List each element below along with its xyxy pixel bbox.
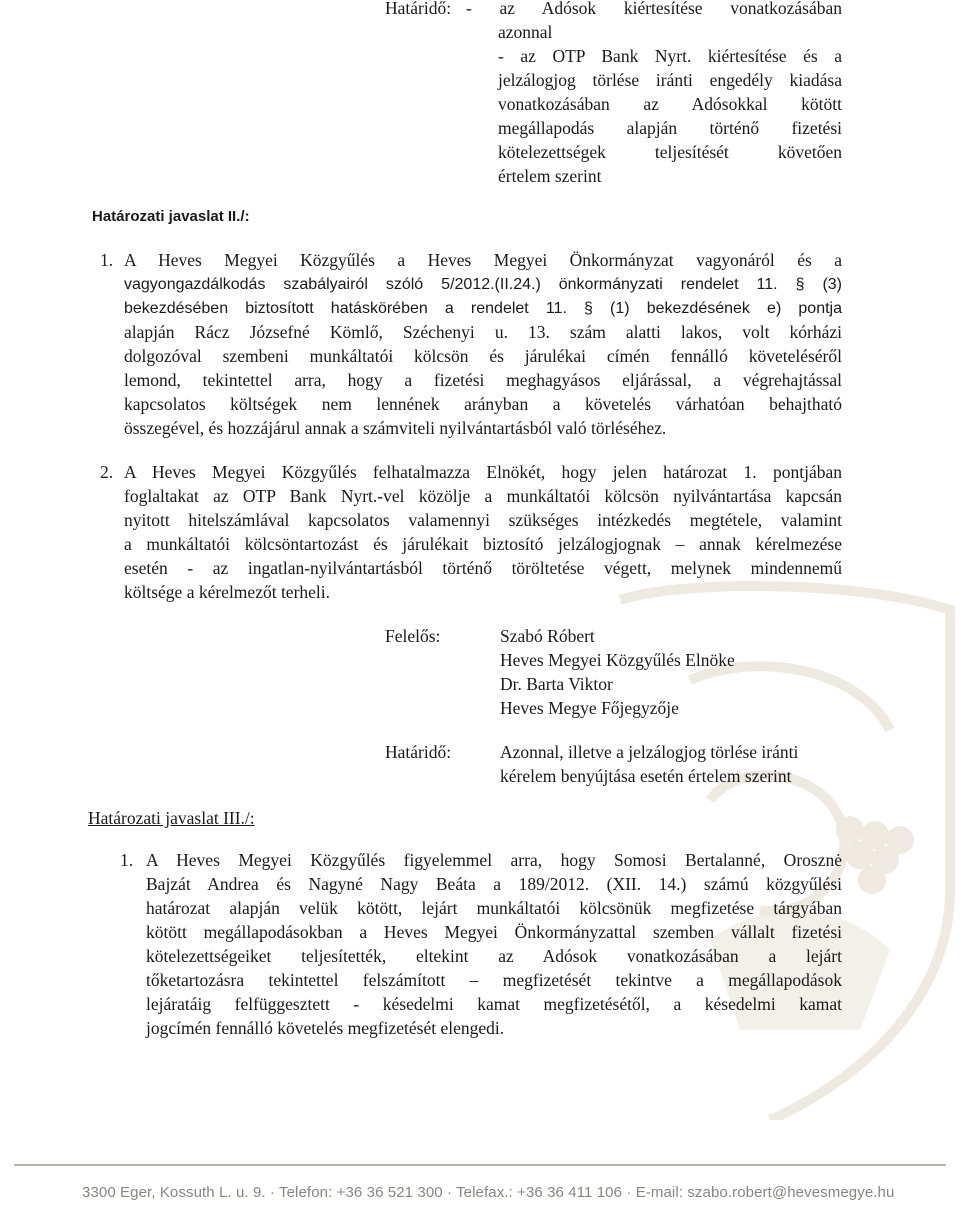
deadline-line: azonnal [498,22,553,42]
paragraph-line: alapján Rácz Józsefné Kömlő, Széchenyi u. 13. szám alatti lakos, volt kórházi [124,322,842,342]
deadline-label-top: Határidő: [385,0,452,18]
deadline-line: megállapodás alapján történő fizetési [498,118,842,138]
paragraph-line: kapcsolatos költségek nem lennének arányban a követelés várhatóan behajtható [124,394,842,414]
item-number: 1. [100,250,114,270]
paragraph-line: kötött megállapodásokban a Heves Megyei Önkormányzattal szemben vállalt fizetési [146,922,842,942]
responsible-title: Heves Megye Főjegyzője [500,698,679,718]
paragraph-line: kötelezettségeiket teljesítették, eltekint az Adósok vonatkozásában a lejárt [146,946,842,966]
proposal-2-heading: Határozati javaslat II./: [92,208,250,225]
paragraph-line: tőketartozásra tekintettel felszámított – megfizetését tekintve a megállapodások [146,970,842,990]
deadline-label: Határidő: [385,742,452,762]
deadline-line: vonatkozásában az Adósokkal kötött [498,94,842,114]
paragraph-line: jogcímén fennálló követelés megfizetését elengedi. [146,1018,505,1038]
item-number: 1. [120,850,134,870]
footer-divider [14,1164,946,1166]
deadline-line: jelzálogjog törlése iránti engedély kiadása [498,70,842,90]
paragraph-line: Bajzát Andrea és Nagyné Nagy Beáta a 189/2012. (XII. 14.) számú közgyűlési [146,874,842,894]
responsible-label: Felelős: [385,626,441,646]
paragraph-line: költsége a kérelmezőt terheli. [124,582,331,602]
paragraph-line: lemond, tekintettel arra, hogy a fizetési meghagyásos eljárással, a végrehajtással [124,370,842,390]
paragraph-line: A Heves Megyei Közgyűlés felhatalmazza Elnökét, hogy jelen határozat 1. pontjában [124,462,842,482]
footer-contact: 3300 Eger, Kossuth L. u. 9. · Telefon: +36 36 521 300 · Telefax.: +36 36 411 106 · E-mail: szabo.robert@hevesmegye.hu [82,1184,895,1201]
item-number: 2. [100,462,114,482]
paragraph-line: a munkáltatói kölcsöntartozást és járulékait biztosító jelzálogjognak – annak kérelmezése [124,534,842,554]
deadline-line: - az Adósok kiértesítése vonatkozásában [466,0,842,18]
paragraph-line: vagyongazdálkodás szabályairól szóló 5/2012.(II.24.) önkormányzati rendelet 11. § (3) [124,276,842,293]
responsible-title: Heves Megyei Közgyűlés Elnöke [500,650,735,670]
paragraph-line: dolgozóval szembeni munkáltatói kölcsön és járulékai címén fennálló követeléséről [124,346,842,366]
responsible-name: Szabó Róbert [500,626,595,646]
deadline-line: - az OTP Bank Nyrt. kiértesítése és a [498,46,842,66]
paragraph-line: bekezdésében biztosított hatáskörében a rendelet 11. § (1) bekezdésének e) pontja [124,300,842,317]
deadline-text: kérelem benyújtása esetén értelem szerint [500,766,792,786]
coat-of-arms-watermark [560,560,960,1120]
paragraph-line: A Heves Megyei Közgyűlés a Heves Megyei Önkormányzat vagyonáról és a [124,250,842,270]
paragraph-line: esetén - az ingatlan-nyilvántartásból történő töröltetése végett, melynek mindennemű [124,558,842,578]
proposal-3-heading: Határozati javaslat III./: [88,808,255,828]
paragraph-line: lejáratáig felfüggesztett - késedelmi kamat megfizetésétől, a késedelmi kamat [146,994,842,1014]
deadline-text: Azonnal, illetve a jelzálogjog törlése iránti [500,742,799,762]
paragraph-line: foglaltakat az OTP Bank Nyrt.-vel közölje a munkáltatói kölcsön nyilvántartása kapcsán [124,486,842,506]
paragraph-line: nyitott hitelszámlával kapcsolatos valamennyi szükséges intézkedés megtétele, valamint [124,510,842,530]
paragraph-line: összegével, és hozzájárul annak a számviteli nyilvántartásból való törléséhez. [124,418,667,438]
responsible-name: Dr. Barta Viktor [500,674,613,694]
paragraph-line: határozat alapján velük kötött, lejárt munkáltatói kölcsönük megfizetése tárgyában [146,898,842,918]
deadline-line: értelem szerint [498,166,602,186]
paragraph-line: A Heves Megyei Közgyűlés figyelemmel arra, hogy Somosi Bertalanné, Orosznė [146,850,842,870]
deadline-line: kötelezettségek teljesítését követően [498,142,842,162]
